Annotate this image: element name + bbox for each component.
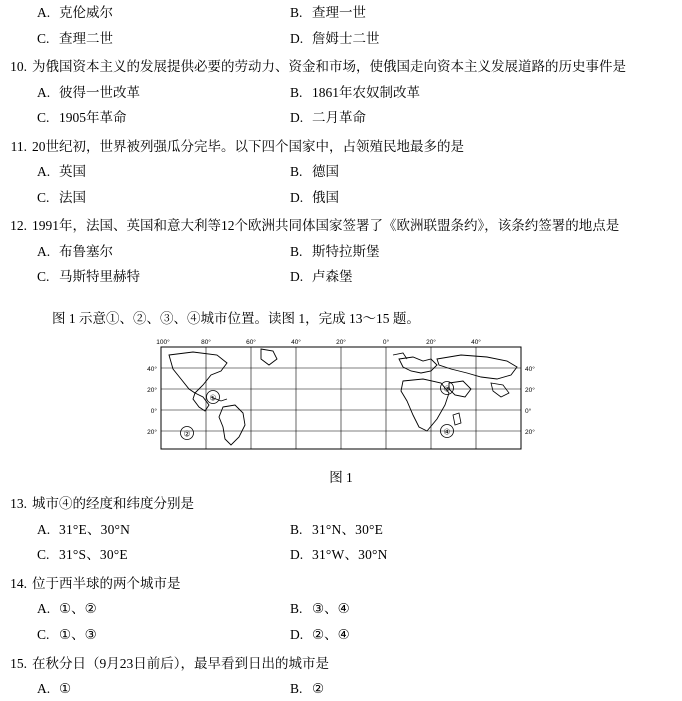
svg-text:④: ④: [443, 427, 451, 437]
question-stem: [0, 137, 682, 157]
svg-text:0°: 0°: [382, 339, 390, 347]
question-text: 城市④的经度和纬度分别是: [32, 496, 194, 512]
question-block-13: [0, 494, 682, 568]
option-b[interactable]: [290, 517, 682, 543]
figure-intro-text: 图 1 示意①、②、③、④城市位置。读图 1，完成 13～15 题。: [52, 310, 420, 326]
option-b[interactable]: [290, 80, 682, 106]
world-map-figure: [131, 335, 551, 464]
option-label: C.: [37, 626, 50, 642]
option-row: [0, 105, 682, 131]
question-number: 11.: [10, 138, 27, 154]
option-text: 英国: [59, 164, 86, 180]
question-number: 10.: [10, 59, 27, 75]
option-c[interactable]: [37, 264, 290, 290]
svg-text:20°: 20°: [525, 429, 535, 437]
option-label: D.: [290, 626, 304, 642]
svg-text:20°: 20°: [336, 339, 346, 347]
option-b[interactable]: [290, 596, 682, 622]
option-row: [0, 542, 682, 568]
svg-text:80°: 80°: [201, 339, 211, 347]
question-number: 14.: [10, 576, 27, 591]
option-text: 查理一世: [312, 5, 366, 20]
svg-text:20°: 20°: [426, 339, 436, 347]
question-stem: [0, 574, 682, 594]
option-text: ①、③: [59, 626, 97, 642]
option-label: B.: [290, 521, 303, 537]
svg-text:40°: 40°: [291, 339, 301, 347]
option-label: D.: [290, 269, 304, 285]
option-text: 31°S、30°E: [59, 547, 128, 563]
option-row: [0, 239, 682, 265]
svg-text:40°: 40°: [147, 366, 157, 374]
option-label: B.: [290, 680, 303, 696]
option-label: B.: [290, 84, 303, 100]
option-row: [0, 596, 682, 622]
svg-text:60°: 60°: [246, 339, 256, 347]
question-stem: [0, 654, 682, 674]
option-d[interactable]: [290, 622, 682, 648]
option-label: B.: [290, 5, 303, 20]
option-label: A.: [37, 601, 51, 617]
question-block-12: [0, 216, 682, 290]
figure-caption: 图 1: [329, 470, 353, 486]
option-text: ②: [312, 680, 325, 696]
option-a[interactable]: [37, 596, 290, 622]
option-row: [0, 0, 682, 26]
question-block-14: [0, 574, 682, 648]
figure-container: [0, 335, 682, 464]
option-label: A.: [37, 5, 51, 20]
option-text: ③、④: [312, 601, 350, 617]
question-block-15: [0, 654, 682, 701]
option-row: [0, 676, 682, 701]
svg-text:0°: 0°: [525, 408, 532, 416]
option-text: 马斯特里赫特: [59, 269, 140, 285]
option-b[interactable]: [290, 676, 682, 701]
question-block-10: [0, 57, 682, 131]
option-d[interactable]: [290, 26, 682, 52]
option-c[interactable]: [37, 622, 290, 648]
option-label: D.: [290, 547, 304, 563]
option-row: [0, 159, 682, 185]
svg-text:20°: 20°: [525, 387, 535, 395]
option-c[interactable]: [37, 185, 290, 211]
option-row: [0, 185, 682, 211]
option-text: 德国: [312, 164, 339, 180]
svg-text:40°: 40°: [471, 339, 481, 347]
option-label: A.: [37, 521, 51, 537]
question-stem: [0, 216, 682, 236]
option-label: A.: [37, 680, 51, 696]
option-c[interactable]: [37, 105, 290, 131]
option-a[interactable]: [37, 0, 290, 26]
option-text: 俄国: [312, 189, 339, 205]
option-text: 31°N、30°E: [312, 521, 384, 537]
option-label: D.: [290, 189, 304, 205]
question-stem: [0, 57, 682, 77]
question-stem: [0, 494, 682, 514]
option-c[interactable]: [37, 542, 290, 568]
option-label: C.: [37, 189, 50, 205]
option-a[interactable]: [37, 159, 290, 185]
question-block-9-tail: [0, 0, 682, 51]
option-label: D.: [290, 30, 304, 46]
option-text: 詹姆士二世: [312, 30, 380, 46]
option-text: ①、②: [59, 601, 97, 617]
option-row: [0, 622, 682, 648]
question-number: 15.: [10, 655, 27, 671]
option-label: D.: [290, 110, 304, 126]
option-label: C.: [37, 110, 50, 126]
option-b[interactable]: [290, 0, 682, 26]
option-text: 二月革命: [312, 110, 366, 126]
option-label: B.: [290, 164, 303, 180]
question-text: 在秋分日（9月23日前后），最早看到日出的城市是: [32, 655, 329, 671]
option-text: 31°E、30°N: [59, 521, 131, 537]
svg-text:①: ①: [209, 393, 217, 403]
option-row: [0, 517, 682, 543]
option-text: 1905年革命: [59, 110, 127, 126]
option-label: A.: [37, 164, 51, 180]
option-label: C.: [37, 269, 50, 285]
option-label: C.: [37, 30, 50, 46]
option-row: [0, 80, 682, 106]
question-number: 13.: [10, 496, 27, 512]
option-text: 克伦威尔: [59, 5, 113, 20]
svg-text:②: ②: [183, 429, 191, 439]
option-d[interactable]: [290, 105, 682, 131]
option-row: [0, 26, 682, 52]
svg-text:40°: 40°: [525, 366, 535, 374]
svg-text:③: ③: [443, 384, 451, 394]
option-c[interactable]: [37, 26, 290, 52]
option-a[interactable]: [37, 676, 290, 701]
option-label: A.: [37, 84, 51, 100]
question-text: 位于西半球的两个城市是: [32, 576, 181, 591]
option-label: B.: [290, 243, 303, 259]
option-d[interactable]: [290, 185, 682, 211]
svg-text:20°: 20°: [147, 387, 157, 395]
svg-text:100°: 100°: [156, 339, 170, 347]
question-number: 12.: [10, 218, 27, 234]
option-label: A.: [37, 243, 51, 259]
option-label: B.: [290, 601, 303, 617]
question-text: 为俄国资本主义的发展提供必要的劳动力、资金和市场，使俄国走向资本主义发展道路的历史事件是: [32, 59, 626, 75]
question-block-11: [0, 137, 682, 211]
option-text: ②、④: [312, 626, 350, 642]
option-b[interactable]: [290, 159, 682, 185]
option-d[interactable]: [290, 264, 682, 290]
option-text: ①: [59, 680, 72, 696]
question-text: 1991年，法国、英国和意大利等12个欧洲共同体国家签署了《欧洲联盟条约》，该条约签署的地点是: [32, 218, 620, 234]
option-text: 查理二世: [59, 30, 113, 46]
svg-text:0°: 0°: [150, 408, 157, 416]
option-text: 卢森堡: [312, 269, 353, 285]
svg-text:20°: 20°: [147, 429, 157, 437]
option-text: 布鲁塞尔: [59, 243, 113, 259]
option-d[interactable]: [290, 542, 682, 568]
question-text: 20世纪初，世界被列强瓜分完毕。以下四个国家中，占领殖民地最多的是: [32, 138, 464, 154]
option-text: 1861年农奴制改革: [312, 84, 420, 100]
option-row: [0, 264, 682, 290]
world-map-svg: [131, 335, 551, 460]
option-a[interactable]: [37, 239, 290, 265]
option-text: 31°W、30°N: [312, 547, 388, 563]
option-label: C.: [37, 547, 50, 563]
option-b[interactable]: [290, 239, 682, 265]
option-text: 彼得一世改革: [59, 84, 140, 100]
option-a[interactable]: [37, 80, 290, 106]
option-a[interactable]: [37, 517, 290, 543]
option-text: 法国: [59, 189, 86, 205]
option-text: 斯特拉斯堡: [312, 243, 380, 259]
